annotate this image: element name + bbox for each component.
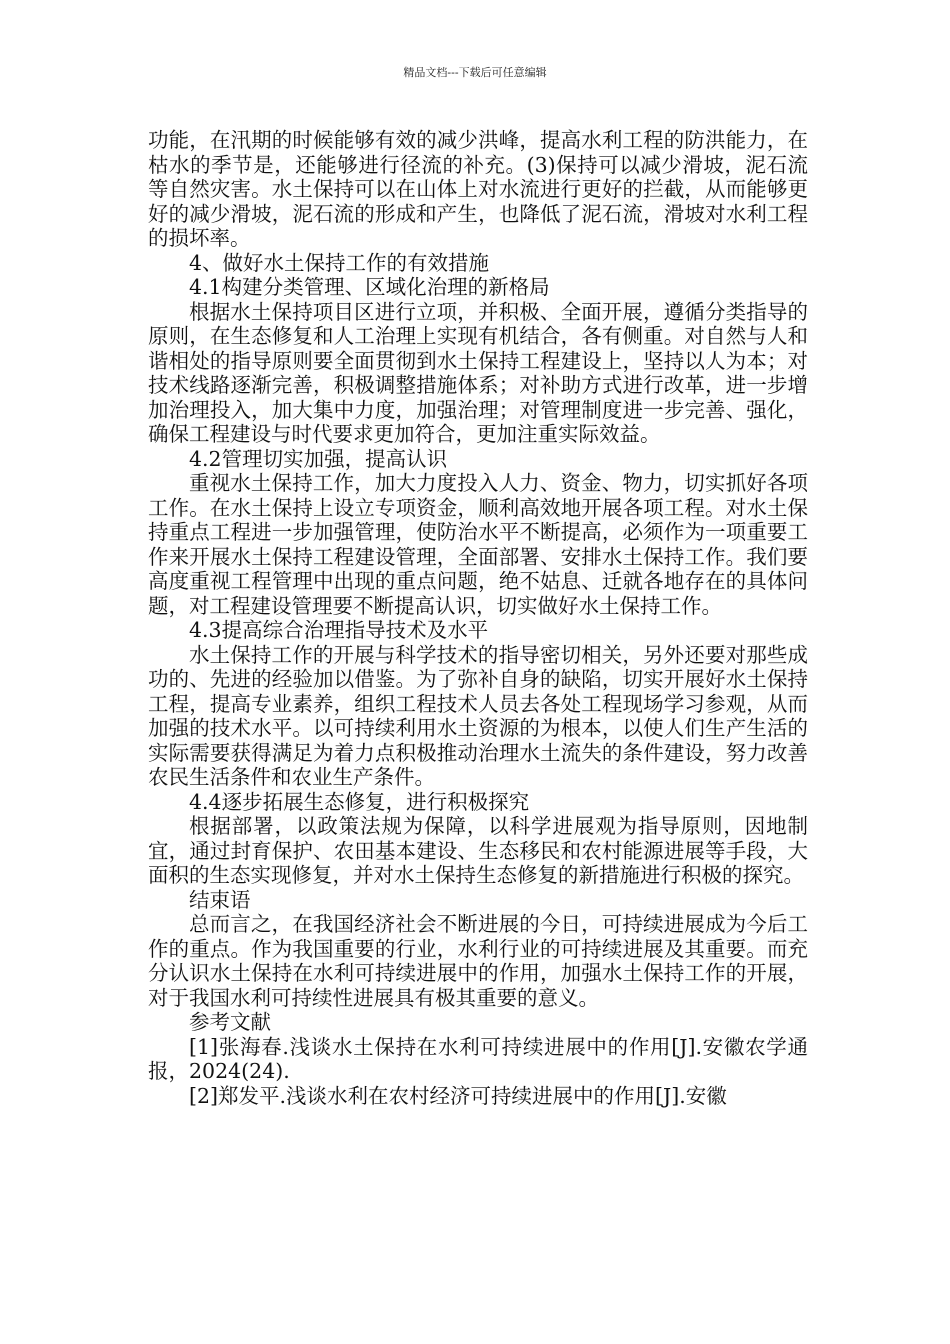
section-heading: 4、做好水土保持工作的有效措施: [189, 250, 490, 275]
subsection-heading: 4.4逐步拓展生态修复，进行积极探究: [189, 789, 530, 814]
document-body: [148, 128, 808, 1108]
subsection-heading: 4.2管理切实加强，提高认识: [189, 446, 448, 471]
conclusion-heading: 结束语: [189, 887, 251, 912]
page-header-watermark: 精品文档---下载后可任意编辑: [403, 66, 547, 79]
paragraph: 总而言之，在我国经济社会不断进展的今日，可持续进展成为今后工作的重点。作为我国重要的行业，水利行业的可持续进展及其重要。而充分认识水土保持在水利可持续进展中的作用，加强水土保持工作的开展，对于我国水利可持续性进展具有极其重要的意义。: [148, 912, 808, 1010]
subsection-heading: 4.3提高综合治理指导技术及水平: [189, 618, 489, 642]
paragraph: 重视水土保持工作，加大力度投入人力、资金、物力，切实抓好各项工作。在水土保持上设立专项资金，顺利高效地开展各项工程。对水土保持重点工程进一步加强管理，使防治水平不断提高，必须作为一项重要工作来开展水土保持工程建设管理，全面部署、安排水土保持工作。我们要高度重视工程管理中出现的重点问题，绝不姑息、迁就各地存在的具体问题，对工程建设管理要不断提高认识，切实做好水土保持工作。: [148, 471, 808, 618]
paragraph: 根据部署，以政策法规为保障，以科学进展观为指导原则，因地制宜，通过封育保护、农田基本建设、生态移民和农村能源进展等手段，大面积的生态实现修复，并对水土保持生态修复的新措施进行积极的探究。: [148, 814, 808, 887]
paragraph: 水土保持工作的开展与科学技术的指导密切相关，另外还要对那些成功的、先进的经验加以借鉴。为了弥补自身的缺陷，切实开展好水土保持工程，提高专业素养，组织工程技术人员去各处工程现场学习参观，从而加强的技术水平。以可持续利用水土资源的为根本，以使人们生产生活的实际需要获得满足为着力点积极推动治理水土流失的条件建设，努力改善农民生活条件和农业生产条件。: [148, 642, 808, 789]
paragraph: 根据水土保持项目区进行立项，并积极、全面开展，遵循分类指导的原则，在生态修复和人工治理上实现有机结合，各有侧重。对自然与人和谐相处的指导原则要全面贯彻到水土保持工程建设上，坚持以人为本；对技术线路逐渐完善，积极调整措施体系；对补助方式进行改革，进一步增加治理投入，加大集中力度，加强治理；对管理制度进一步完善、强化，确保工程建设与时代要求更加符合，更加注重实际效益。: [148, 299, 808, 446]
subsection-heading: 4.1构建分类管理、区域化治理的新格局: [189, 275, 550, 299]
reference-item: [1]张海春.浅谈水土保持在水利可持续进展中的作用[J].安徽农学通报，2024(24).: [148, 1034, 808, 1083]
references-heading: 参考文献: [189, 1010, 271, 1034]
paragraph-continued: 功能，在汛期的时候能够有效的减少洪峰，提高水利工程的防洪能力，在枯水的季节是，还能够进行径流的补充。(3)保持可以减少滑坡，泥石流等自然灾害。水土保持可以在山体上对水流进行更好的拦截，从而能够更好的减少滑坡，泥石流的形成和产生，也降低了泥石流，滑坡对水利工程的损坏率。: [148, 128, 808, 250]
reference-item: [2]郑发平.浅谈水利在农村经济可持续进展中的作用[J].安徽: [189, 1083, 727, 1108]
